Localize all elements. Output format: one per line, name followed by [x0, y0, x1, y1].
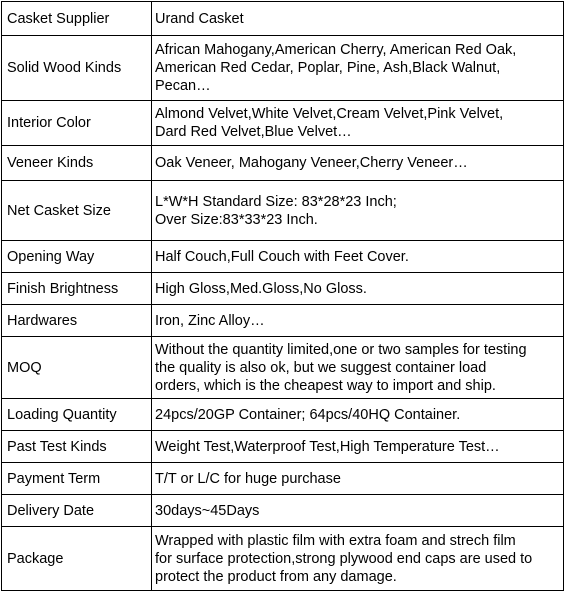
row-value [152, 495, 564, 527]
table-row [2, 463, 564, 495]
value-line: Over Size:83*33*23 Inch. [155, 211, 318, 228]
row-label: Package [2, 527, 152, 591]
table-row [2, 399, 564, 431]
row-label: Solid Wood Kinds [2, 36, 152, 101]
value-line: T/T or L/C for huge purchase [155, 470, 341, 487]
table-row [2, 431, 564, 463]
table-row [2, 305, 564, 337]
value-line: African Mahogany,American Cherry, American Red Oak, [155, 42, 517, 58]
row-value [152, 241, 564, 273]
table-row [2, 2, 564, 36]
value-line: Wrapped with plastic film with extra foam and strech film [155, 532, 516, 549]
value-line: High Gloss,Med.Gloss,No Gloss. [155, 280, 367, 297]
value-line: the quality is also ok, but we suggest container load [155, 359, 487, 376]
table-row [2, 101, 564, 146]
row-label: Finish Brightness [2, 273, 152, 305]
row-label: Loading Quantity [2, 399, 152, 431]
spec-table-body [2, 2, 564, 591]
value-line: for surface protection,strong plywood end caps are used to [155, 550, 533, 567]
value-line: protect the product from any damage. [155, 568, 397, 585]
row-value [152, 527, 564, 591]
row-value [152, 36, 564, 101]
row-value [152, 146, 564, 181]
row-value [152, 101, 564, 146]
row-label: MOQ [2, 337, 152, 399]
row-label: Delivery Date [2, 495, 152, 527]
table-row [2, 241, 564, 273]
row-label: Opening Way [2, 241, 152, 273]
row-value [152, 273, 564, 305]
value-line: American Red Cedar, Poplar, Pine, Ash,Black Walnut, [155, 60, 501, 76]
row-value [152, 337, 564, 399]
value-line: Pecan… [155, 78, 211, 94]
row-value [152, 2, 564, 36]
table-row [2, 527, 564, 591]
row-value [152, 181, 564, 241]
row-value [152, 431, 564, 463]
casket-spec-table [1, 1, 564, 591]
row-label: Net Casket Size [2, 181, 152, 241]
table-row [2, 36, 564, 101]
row-label: Payment Term [2, 463, 152, 495]
value-line: 24pcs/20GP Container; 64pcs/40HQ Container. [155, 406, 461, 423]
table-row [2, 146, 564, 181]
value-line: Without the quantity limited,one or two samples for testing [155, 341, 527, 358]
value-line: Weight Test,Waterproof Test,High Temperature Test… [155, 438, 500, 455]
table-row [2, 495, 564, 527]
value-line: 30days~45Days [155, 502, 260, 519]
value-line: Dard Red Velvet,Blue Velvet… [155, 124, 352, 140]
row-label: Past Test Kinds [2, 431, 152, 463]
row-value [152, 463, 564, 495]
value-line: Oak Veneer, Mahogany Veneer,Cherry Veneer… [155, 155, 468, 171]
value-line: Iron, Zinc Alloy… [155, 312, 265, 329]
row-label: Casket Supplier [2, 2, 152, 36]
table-row [2, 181, 564, 241]
row-value [152, 399, 564, 431]
value-line: L*W*H Standard Size: 83*28*23 Inch; [155, 193, 397, 210]
row-label: Interior Color [2, 101, 152, 146]
table-row [2, 337, 564, 399]
value-line: Almond Velvet,White Velvet,Cream Velvet,Pink Velvet, [155, 106, 504, 122]
row-label: Veneer Kinds [2, 146, 152, 181]
row-value [152, 305, 564, 337]
value-line: Urand Casket [155, 10, 244, 27]
value-line: orders, which is the cheapest way to import and ship. [155, 377, 496, 394]
table-row [2, 273, 564, 305]
value-line: Half Couch,Full Couch with Feet Cover. [155, 248, 409, 265]
row-label: Hardwares [2, 305, 152, 337]
